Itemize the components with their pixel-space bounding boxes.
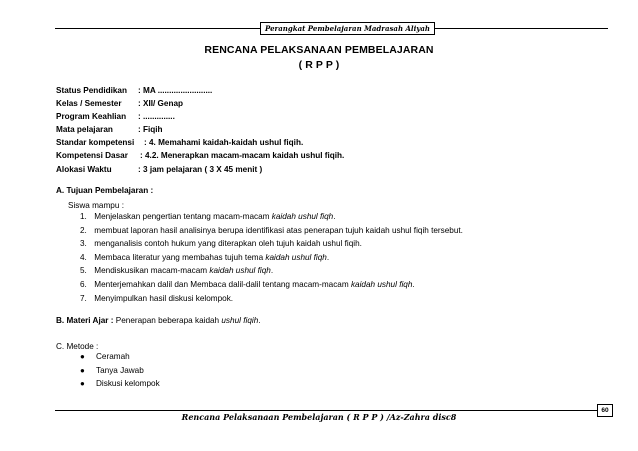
materi-heading: B. Materi Ajar :	[56, 316, 114, 325]
tujuan-list	[80, 210, 463, 305]
footer-text: Rencana Pelaksanaan Pembelajaran ( R P P ) /Az-Zahra disc8	[181, 412, 457, 422]
list-item: ● Diskusi kelompok	[80, 377, 160, 391]
metode-list	[80, 350, 160, 391]
list-item: ● Tanya Jawab	[80, 364, 160, 378]
meta-value: : Fiqih	[138, 125, 163, 135]
doc-subtitle: ( R P P )	[298, 59, 340, 71]
meta-value: : MA ........................	[138, 86, 213, 95]
meta-value: : XII/ Genap	[138, 99, 184, 109]
tujuan-heading: A. Tujuan Pembelajaran :	[56, 186, 154, 195]
meta-label: Mata pelajaran	[56, 125, 113, 135]
meta-label: Standar kompetensi	[56, 138, 135, 148]
list-item: 7. Menyimpulkan hasil diskusi kelompok.	[80, 293, 234, 303]
meta-value: : 3 jam pelajaran ( 3 X 45 menit )	[138, 164, 263, 174]
materi-line: B. Materi Ajar : Penerapan beberapa kaidah ushul fiqih.	[56, 316, 261, 325]
bullet-icon: ●	[80, 379, 85, 389]
bullet-icon: ●	[80, 352, 85, 361]
list-item: 3. menganalisis contoh hukum yang diterapkan oleh tujuh kaidah ushul fiqih.	[80, 239, 362, 249]
meta-label: Program Keahlian	[56, 112, 127, 122]
meta-value: : 4. Memahami kaidah-kaidah ushul fiqih.	[144, 138, 304, 148]
bullet-icon: ●	[80, 365, 85, 375]
meta-label: Status Pendidikan	[56, 86, 127, 95]
list-item: 6. Menterjemahkan dalil dan Membaca dalil-dalil tentang macam-macam kaidah ushul fiqh.	[80, 279, 415, 289]
header-tag: Perangkat Pembelajaran Madrasah Aliyah	[260, 22, 435, 35]
list-item: 4. Membaca literatur yang membahas tujuh tema kaidah ushul fiqh.	[80, 252, 330, 262]
list-item: 2. membuat laporan hasil analisinya berupa identifikasi atas penerapan tujuh kaidah ushul fiqih tersebut.	[80, 225, 463, 235]
page-number: 60	[597, 404, 613, 417]
tujuan-intro: Siswa mampu :	[68, 201, 124, 210]
list-item: 5. Mendiskusikan macam-macam kaidah ushul fiqh.	[80, 266, 274, 276]
metode-heading: C. Metode :	[56, 342, 99, 351]
meta-label: Alokasi Waktu	[56, 164, 112, 174]
meta-label: Kelas / Semester	[56, 99, 122, 109]
meta-label: Kompetensi Dasar	[56, 151, 128, 161]
footer-rule	[55, 410, 608, 411]
meta-value: : ..............	[138, 112, 175, 122]
doc-title: RENCANA PELAKSANAAN PEMBELAJARAN	[204, 44, 434, 56]
list-item: 1. Menjelaskan pengertian tentang macam-macam kaidah ushul fiqh.	[80, 212, 336, 221]
list-item: ● Ceramah	[80, 350, 160, 364]
meta-value: : 4.2. Menerapkan macam-macam kaidah ushul fiqih.	[140, 151, 345, 161]
